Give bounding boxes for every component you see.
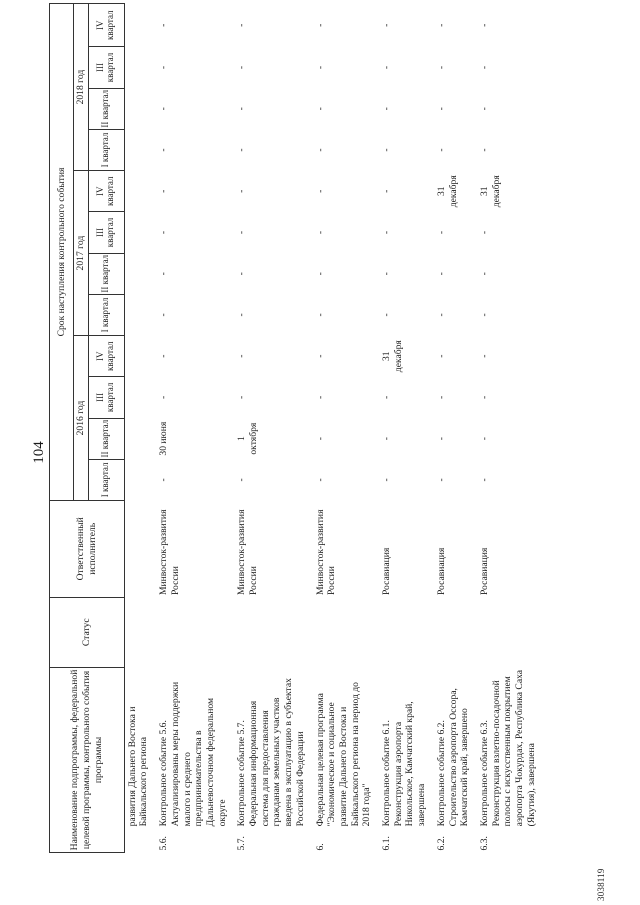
quarter-cell xyxy=(124,171,156,212)
quarter-cell: - xyxy=(478,107,490,111)
table-row xyxy=(434,4,477,853)
schedule-table xyxy=(49,3,544,853)
quarter-cell: - xyxy=(158,478,170,482)
quarter-cell: - xyxy=(158,354,170,358)
table-row xyxy=(156,4,234,853)
quarter-cell: - xyxy=(314,189,326,193)
quarter-cell: - xyxy=(381,313,393,317)
quarter-cell xyxy=(124,253,156,294)
row-number: 5.6. xyxy=(158,836,170,851)
quarter-cell: - xyxy=(314,478,326,482)
quarter-cell: - xyxy=(158,23,170,27)
quarter-cell: 1 октября xyxy=(236,422,260,455)
header-quarter: III квартал xyxy=(88,377,124,418)
quarter-cell: - xyxy=(314,23,326,27)
quarter-cell: - xyxy=(435,395,447,400)
header-status: Статус xyxy=(50,597,125,667)
quarter-cell: - xyxy=(381,65,393,70)
header-quarter: IV квартал xyxy=(88,171,124,212)
row-status xyxy=(313,597,380,667)
row-responsible: Минвосток-развития России xyxy=(236,509,260,596)
quarter-cell: - xyxy=(381,230,393,235)
quarter-cell: - xyxy=(435,313,447,317)
row-responsible: Росавиация xyxy=(478,547,490,596)
table-body xyxy=(124,4,543,853)
quarter-cell: - xyxy=(435,107,447,111)
row-status xyxy=(156,597,234,667)
quarter-cell: - xyxy=(478,313,490,317)
quarter-cell: - xyxy=(314,230,326,235)
quarter-cell xyxy=(124,294,156,335)
quarter-cell: - xyxy=(478,148,490,152)
header-name: Наименование подпрограммы, федеральной целевой программы, контрольного события программы xyxy=(50,667,125,852)
table-row xyxy=(234,4,312,853)
quarter-cell: - xyxy=(158,313,170,317)
quarter-cell: - xyxy=(435,65,447,70)
quarter-cell: - xyxy=(158,65,170,70)
quarter-cell xyxy=(124,88,156,129)
header-quarter: I квартал xyxy=(88,294,124,335)
header-year-2018: 2018 год xyxy=(74,4,89,171)
quarter-cell: - xyxy=(314,272,326,276)
row-number: 6.3. xyxy=(478,836,490,851)
quarter-cell: - xyxy=(236,478,248,482)
row-status xyxy=(379,597,434,667)
header-quarter: III квартал xyxy=(88,47,124,88)
quarter-cell: - xyxy=(236,272,248,276)
header-quarter: II квартал xyxy=(88,418,124,459)
header-quarter: II квартал xyxy=(88,253,124,294)
quarter-cell: - xyxy=(435,230,447,235)
header-deadline: Срок наступления контрольного события xyxy=(50,4,74,501)
row-status xyxy=(124,597,156,667)
quarter-cell: - xyxy=(314,65,326,70)
quarter-cell: - xyxy=(236,395,248,400)
row-number xyxy=(124,828,156,852)
quarter-cell xyxy=(124,212,156,253)
quarter-cell: 31 декабря xyxy=(381,340,404,373)
quarter-cell: - xyxy=(478,230,490,235)
quarter-cell: - xyxy=(314,395,326,400)
quarter-cell: - xyxy=(381,395,393,400)
quarter-cell: - xyxy=(381,148,393,152)
quarter-cell: - xyxy=(236,189,248,193)
table-row xyxy=(477,4,544,853)
quarter-cell: - xyxy=(314,437,326,441)
row-number: 5.7. xyxy=(236,836,248,851)
quarter-cell: - xyxy=(381,478,393,482)
quarter-cell: - xyxy=(236,354,248,358)
quarter-cell xyxy=(124,336,156,377)
quarter-cell: - xyxy=(478,478,490,482)
quarter-cell: - xyxy=(236,313,248,317)
row-number: 6.2. xyxy=(435,836,447,851)
row-status xyxy=(477,597,544,667)
quarter-cell: - xyxy=(158,230,170,235)
quarter-cell: - xyxy=(478,437,490,441)
quarter-cell xyxy=(124,4,156,47)
quarter-cell: - xyxy=(435,272,447,276)
row-name: Контрольное событие 6.3. Реконструкция взлетно-посадочной полосы с искусственным покрытием аэропорта Чокурдах, Республика Саха (Якутия), завершена xyxy=(478,669,537,827)
quarter-cell xyxy=(124,47,156,88)
quarter-cell: - xyxy=(314,107,326,111)
document-code: 3038119 xyxy=(596,868,606,901)
quarter-cell: - xyxy=(158,272,170,276)
quarter-cell: - xyxy=(478,272,490,276)
quarter-cell: - xyxy=(435,23,447,27)
header-quarter: III квартал xyxy=(88,212,124,253)
quarter-cell: - xyxy=(314,148,326,152)
row-name: Контрольное событие 6.2. Строительство аэропорта Оссора, Камчатский край, завершено xyxy=(435,688,471,827)
row-name: Контрольное событие 5.6. Актуализированы меры поддержки малого и среднего предпринимательства в Дальневосточном федеральном округе xyxy=(158,681,228,827)
quarter-cell: - xyxy=(158,395,170,400)
header-year-2017: 2017 год xyxy=(74,171,89,336)
quarter-cell: - xyxy=(478,23,490,27)
header-quarter: IV квартал xyxy=(88,336,124,377)
row-number: 6. xyxy=(314,843,326,851)
table-row xyxy=(124,4,156,853)
quarter-cell: - xyxy=(478,395,490,400)
quarter-cell: - xyxy=(381,189,393,193)
quarter-cell: - xyxy=(478,65,490,70)
row-name: Федеральная целевая программа "Экономическое и социальное развитие Дальнего Востока и Байкальского региона на период до 2018 года" xyxy=(314,682,373,827)
quarter-cell: - xyxy=(435,437,447,441)
quarter-cell xyxy=(124,418,156,459)
row-responsible: Росавиация xyxy=(435,547,447,596)
quarter-cell: - xyxy=(381,23,393,27)
quarter-cell xyxy=(124,377,156,418)
header-quarter: IV квартал xyxy=(88,4,124,47)
row-status xyxy=(234,597,312,667)
quarter-cell: - xyxy=(236,23,248,27)
header-responsible: Ответственный исполнитель xyxy=(50,501,125,598)
row-status xyxy=(434,597,477,667)
row-name: Контрольное событие 5.7. Федеральная информационная система для предоставления гражданам земельных участков введена в эксплуатацию в субъектах Российской Федерации xyxy=(236,678,306,827)
quarter-cell: - xyxy=(435,478,447,482)
quarter-cell: - xyxy=(158,148,170,152)
quarter-cell: - xyxy=(236,230,248,235)
row-number: 6.1. xyxy=(381,836,393,851)
row-name: Контрольное событие 6.1. Реконструкция аэропорта Никольское, Камчатский край, завершена xyxy=(381,701,428,827)
header-year-2016: 2016 год xyxy=(74,336,89,501)
header-quarter: I квартал xyxy=(88,129,124,170)
quarter-cell: - xyxy=(435,148,447,152)
quarter-cell: - xyxy=(236,107,248,111)
quarter-cell: 30 июня xyxy=(158,421,170,456)
quarter-cell: - xyxy=(158,107,170,111)
quarter-cell: - xyxy=(435,354,447,358)
row-responsible: Росавиация xyxy=(381,547,393,596)
table-row xyxy=(379,4,434,853)
quarter-cell xyxy=(124,459,156,500)
row-responsible: Минвосток-развития России xyxy=(314,509,338,596)
row-responsible xyxy=(124,501,156,598)
quarter-cell: - xyxy=(314,313,326,317)
quarter-cell: - xyxy=(236,148,248,152)
quarter-cell: - xyxy=(314,354,326,358)
header-quarter: II квартал xyxy=(88,88,124,129)
quarter-cell: 31 декабря xyxy=(478,175,502,208)
quarter-cell: - xyxy=(158,189,170,193)
quarter-cell: - xyxy=(381,107,393,111)
row-responsible: Минвосток-развития России xyxy=(158,509,181,596)
quarter-cell: - xyxy=(381,437,393,441)
page-number: 104 xyxy=(31,441,47,464)
table-row xyxy=(313,4,380,853)
quarter-cell: - xyxy=(381,272,393,276)
quarter-cell xyxy=(124,129,156,170)
quarter-cell: 31 декабря xyxy=(435,175,459,208)
row-name: развития Дальнего Востока и Байкальского региона xyxy=(126,706,150,827)
header-quarter: I квартал xyxy=(88,459,124,500)
quarter-cell: - xyxy=(478,354,490,358)
quarter-cell: - xyxy=(236,65,248,70)
